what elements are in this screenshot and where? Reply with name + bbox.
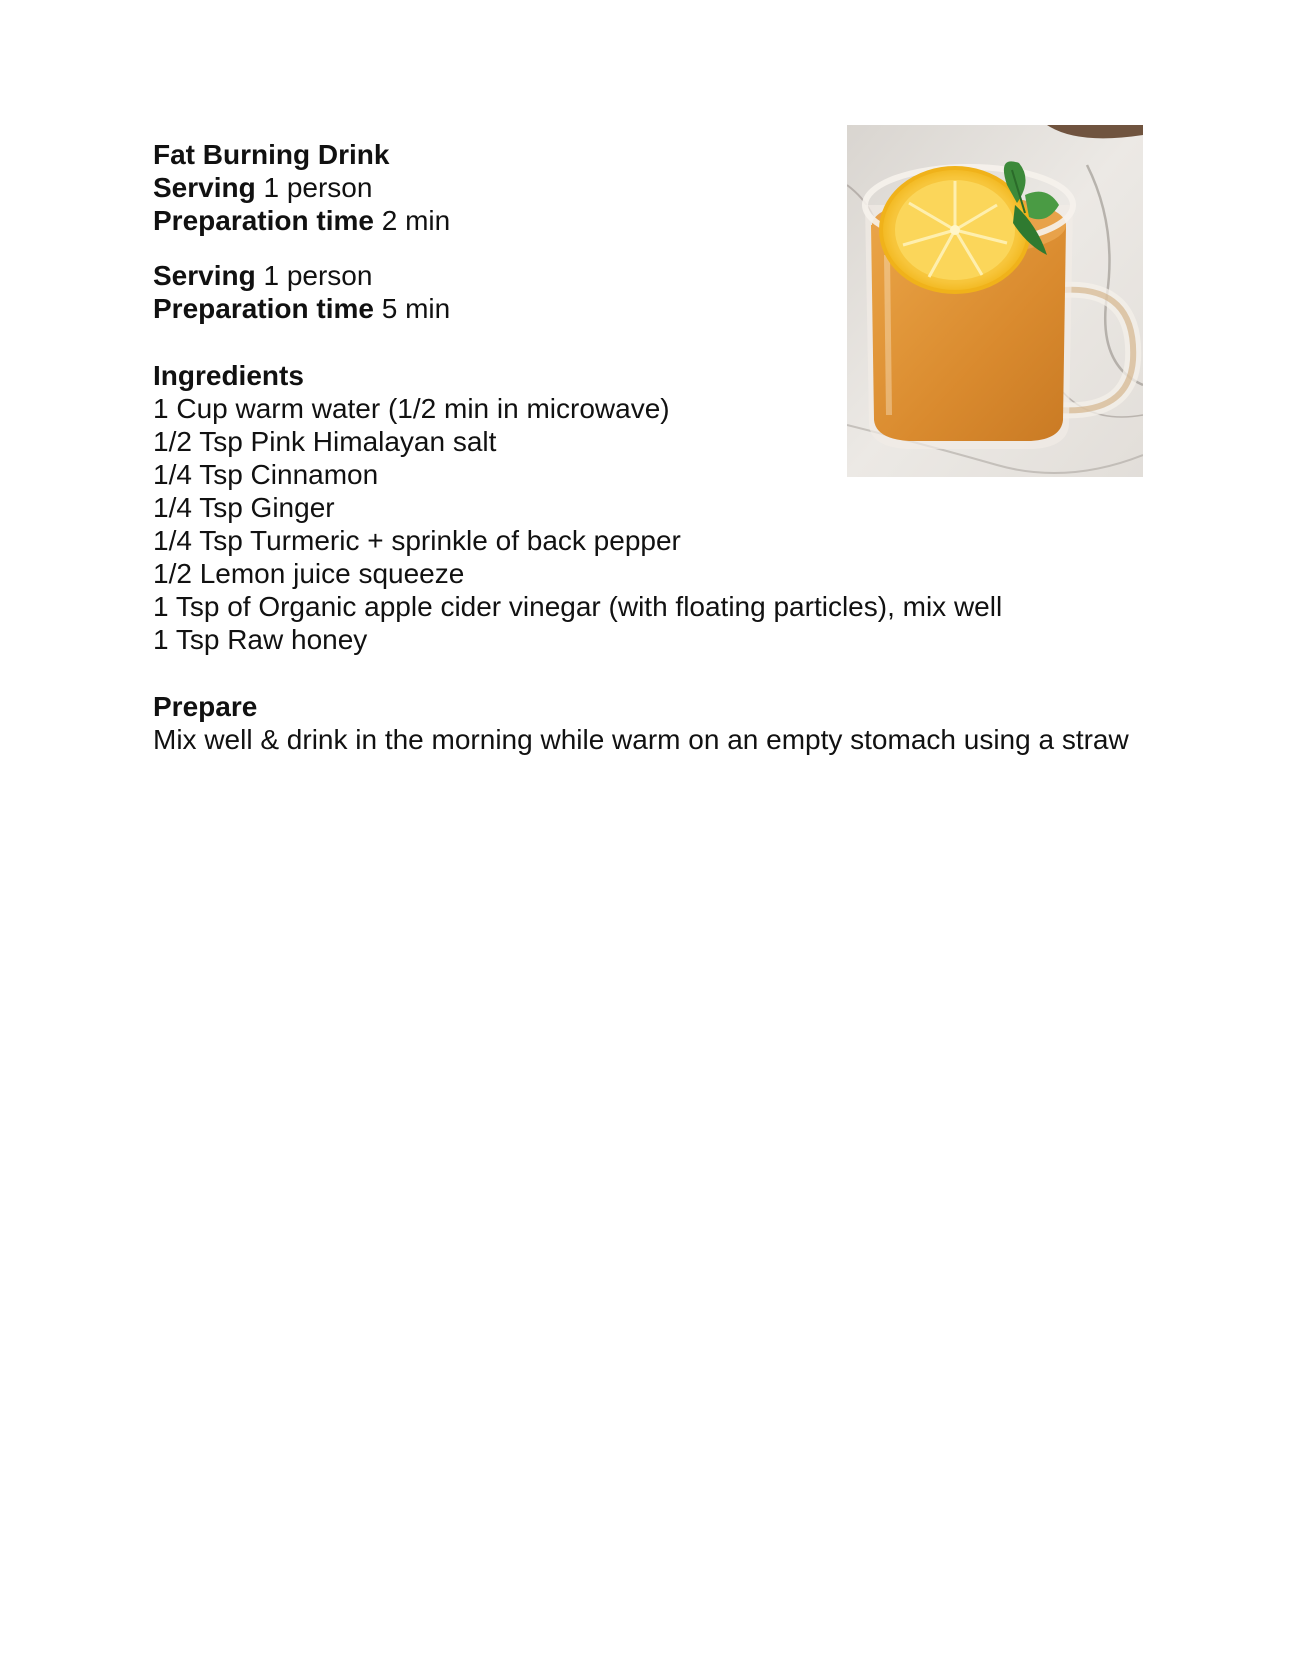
ingredient-item: 1/4 Tsp Turmeric + sprinkle of back pepper — [153, 525, 681, 556]
serving-label: Serving — [153, 260, 256, 291]
serving-value: 1 person — [263, 172, 373, 203]
prep-time-value: 2 min — [381, 205, 451, 236]
serving-label: Serving — [153, 172, 256, 203]
prep-time-label: Preparation time — [153, 293, 374, 324]
prep-time-value: 5 min — [381, 293, 451, 324]
ingredient-item: 1 Tsp of Organic apple cider vinegar (with floating particles), mix well — [153, 591, 1003, 622]
ingredient-item: 1/4 Tsp Cinnamon — [153, 459, 379, 490]
serving-value: 1 person — [263, 260, 373, 291]
ingredient-item: 1/4 Tsp Ginger — [153, 492, 335, 523]
prep-time-label: Preparation time — [153, 205, 374, 236]
prepare-text: Mix well & drink in the morning while warm on an empty stomach using a straw — [153, 724, 1129, 755]
ingredient-item: 1 Cup warm water (1/2 min in microwave) — [153, 393, 670, 424]
ingredient-item: 1 Tsp Raw honey — [153, 624, 368, 655]
ingredient-item: 1/2 Lemon juice squeeze — [153, 558, 465, 589]
prepare-heading: Prepare — [153, 691, 258, 722]
recipe-title: Fat Burning Drink — [153, 139, 390, 170]
drink-photo-illustration — [847, 125, 1143, 477]
ingredient-item: 1/2 Tsp Pink Himalayan salt — [153, 426, 497, 457]
drink-photo — [847, 125, 1143, 477]
ingredients-heading: Ingredients — [153, 360, 304, 391]
